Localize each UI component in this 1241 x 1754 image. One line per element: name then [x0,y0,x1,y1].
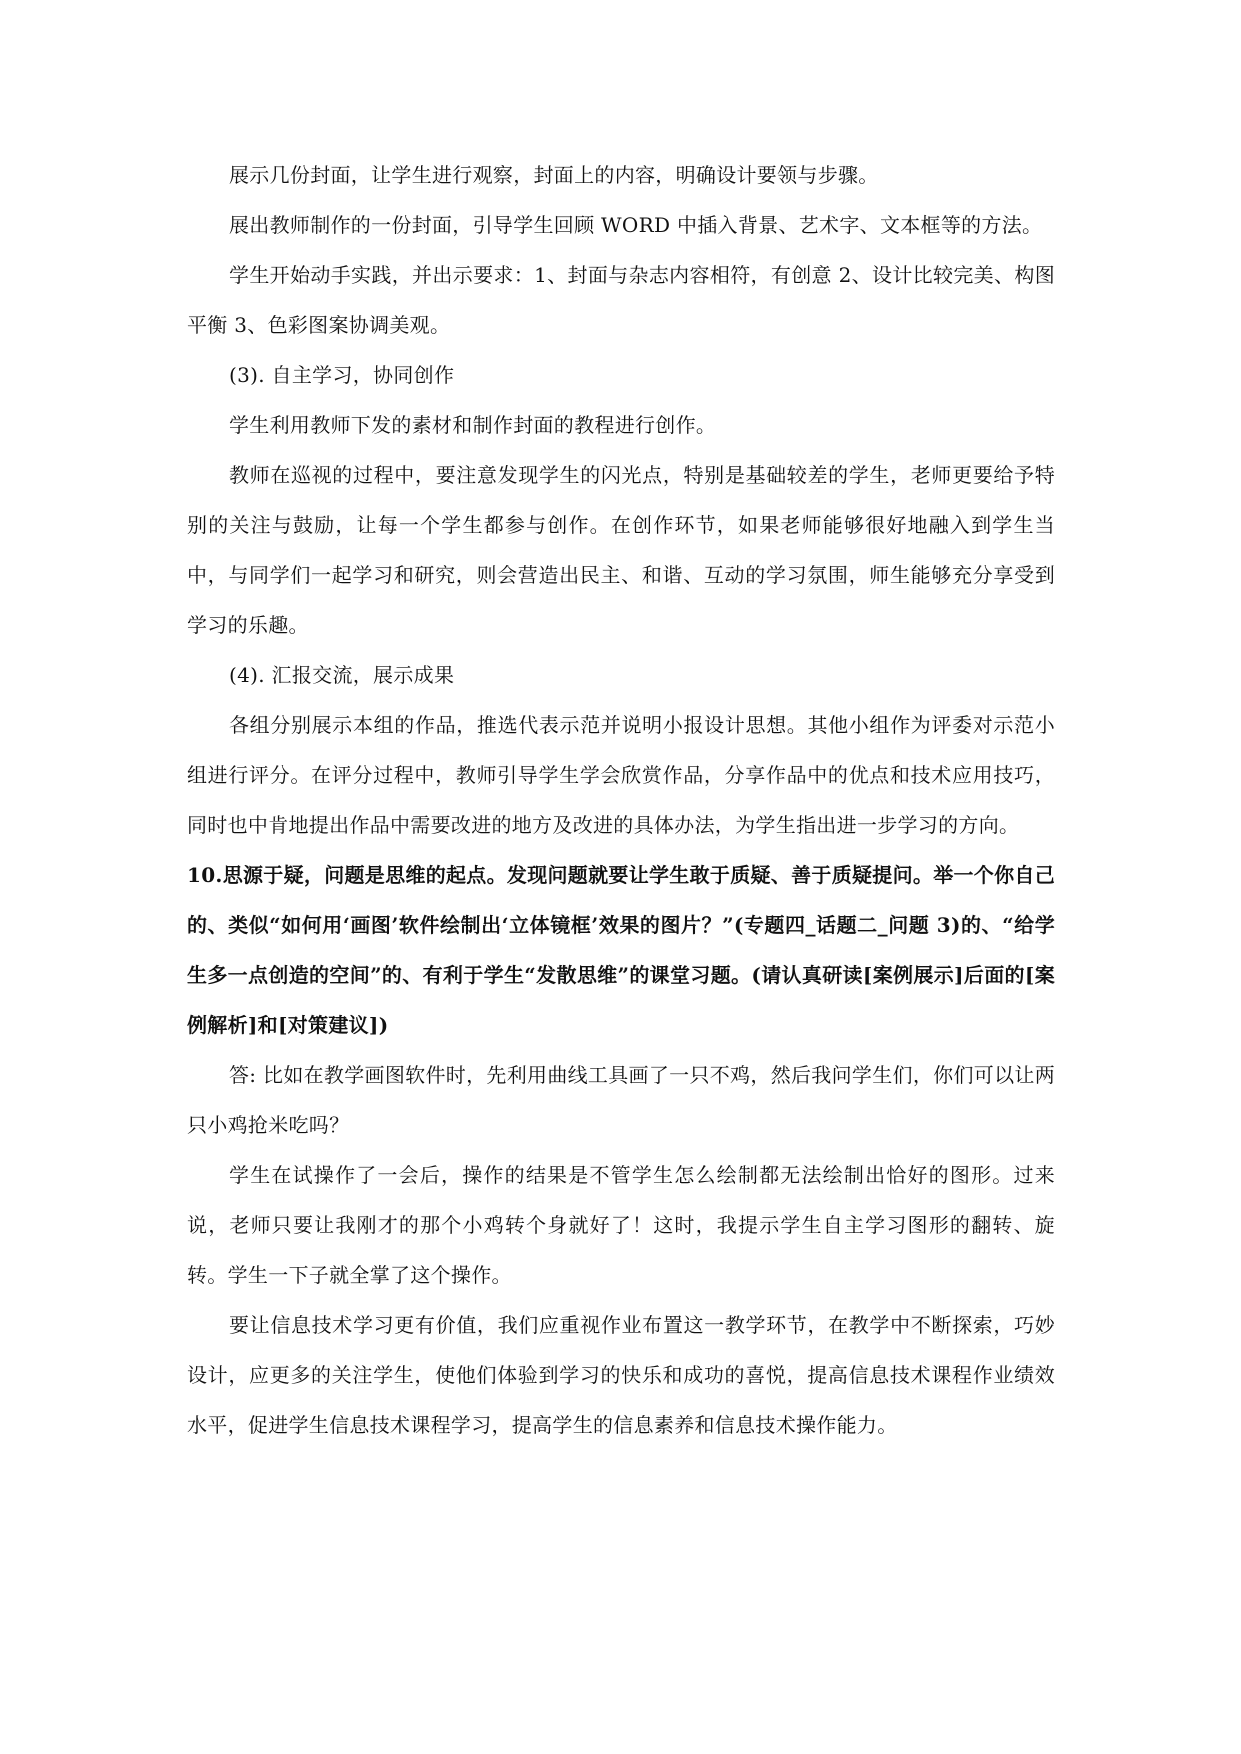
paragraph-conclusion: 要让信息技术学习更有价值，我们应重视作业布置这一教学环节，在教学中不断探索，巧妙设计，应更多的关注学生，使他们体验到学习的快乐和成功的喜悦，提高信息技术课程作业绩效水平，促进学生信息技术课程学习，提高学生的信息素养和信息技术操作能力。 [187,1313,1055,1437]
paragraph-student-create: 学生利用教师下发的素材和制作封面的教程进行创作。 [229,413,717,437]
paragraph-teacher-cover: 展出教师制作的一份封面，引导学生回顾 WORD 中插入背景、艺术字、文本框等的方法。 [229,213,1043,237]
paragraph-student-trial: 学生在试操作了一会后，操作的结果是不管学生怎么绘制都无法绘制出恰好的图形。过来说，老师只要让我刚才的那个小鸡转个身就好了！这时，我提示学生自主学习图形的翻转、旋转。学生一下子就全掌了这个操作。 [187,1163,1055,1287]
answer-paragraph: 答: 比如在教学画图软件时，先利用曲线工具画了一只不鸡，然后我问学生们，你们可以让两只小鸡抢米吃吗？ [187,1063,1055,1137]
section-heading-3: (3). 自主学习，协同创作 [229,363,455,387]
paragraph-show-covers: 展示几份封面，让学生进行观察，封面上的内容，明确设计要领与步骤。 [229,163,879,187]
paragraph-group-show: 各组分别展示本组的作品，推选代表示范并说明小报设计思想。其他小组作为评委对示范小组进行评分。在评分过程中，教师引导学生学会欣赏作品，分享作品中的优点和技术应用技巧，同时也中肯地提出作品中需要改进的地方及改进的具体办法，为学生指出进一步学习的方向。 [187,713,1055,837]
section-heading-4: (4). 汇报交流，展示成果 [229,663,455,687]
question-10: 10.思源于疑，问题是思维的起点。发现问题就要让学生敢于质疑、善于质疑提问。举一个你自己的、类似“如何用‘画图’软件绘制出‘立体镜框’效果的图片？”(专题四_话题二_问题 3)的、“给学生多一点创造的空间”的、有利于学生“发散思维”的课堂习题。(请认真研读[案例展示]后面的[案例解析]和[对策建议]) [187,863,1055,1037]
paragraph-teacher-patrol: 教师在巡视的过程中，要注意发现学生的闪光点，特别是基础较差的学生，老师更要给予特别的关注与鼓励，让每一个学生都参与创作。在创作环节，如果老师能够很好地融入到学生当中，与同学们一起学习和研究，则会营造出民主、和谐、互动的学习氛围，师生能够充分享受到学习的乐趣。 [187,463,1055,637]
paragraph-practice-requirements: 学生开始动手实践，并出示要求：1、封面与杂志内容相符，有创意 2、设计比较完美、构图平衡 3、色彩图案协调美观。 [187,263,1055,337]
document-page [187,150,1055,1450]
